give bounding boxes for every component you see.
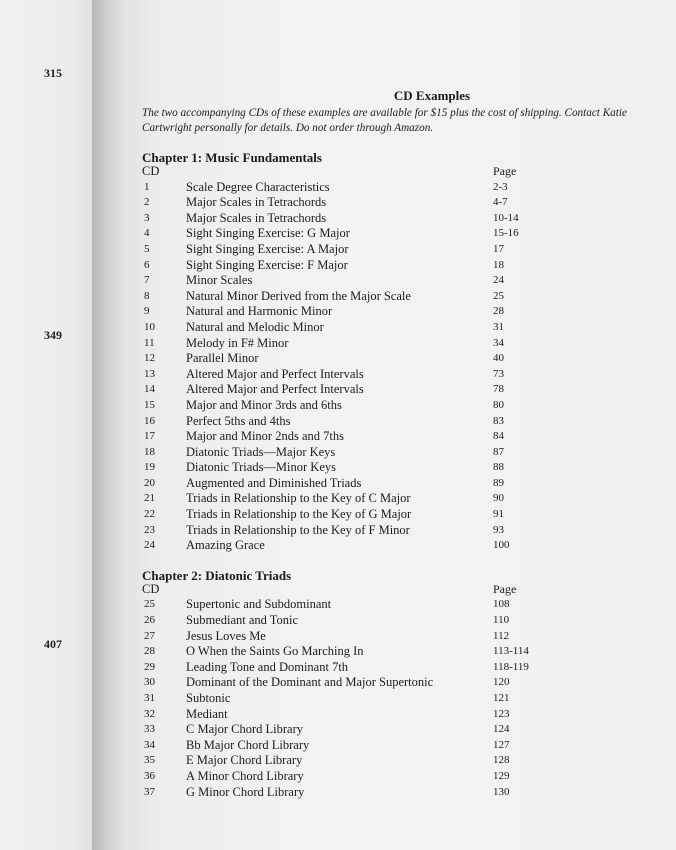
table-row [142,722,676,738]
example-title: O When the Saints Go Marching In [186,644,364,659]
page-reference: 83 [493,414,504,427]
page-reference: 88 [493,461,504,474]
page-reference: 121 [493,692,510,704]
example-title: E Major Chord Library [186,753,303,768]
cd-track-number: 28 [144,645,155,658]
example-title: Natural and Harmonic Minor [186,304,333,319]
example-title: Melody in F# Minor [186,335,289,350]
page-reference: 78 [493,383,504,396]
page-reference: 113-114 [493,645,529,658]
example-title: Mediant [186,706,228,721]
table-row [142,785,676,801]
table-row [142,491,676,507]
example-title: Submediant and Tonic [186,613,299,628]
table-row [142,414,676,430]
page-reference: 110 [493,614,510,627]
table-row [142,613,676,629]
chapter-heading: Chapter 1: Music Fundamentals [142,150,322,165]
page-reference: 31 [493,320,504,333]
table-row [142,597,676,613]
cd-track-number: 36 [144,769,155,782]
table-row [142,195,676,211]
cd-track-number: 35 [144,754,155,767]
example-title: Triads in Relationship to the Key of F Minor [186,522,410,537]
cd-track-number: 31 [144,692,155,704]
example-title: Triads in Relationship to the Key of G Major [186,507,412,522]
example-title: Perfect 5ths and 4ths [186,413,291,428]
cd-track-number: 27 [144,629,155,642]
column-header-row [142,582,676,598]
table-row [142,180,676,196]
table-row [142,226,676,242]
cd-track-number: 6 [144,258,150,271]
table-row [142,691,676,707]
page-reference: 80 [493,398,504,411]
cd-track-number: 3 [144,211,150,224]
page-reference: 129 [493,769,510,782]
page-reference: 15-16 [493,227,519,240]
cd-track-number: 10 [144,320,155,333]
cd-track-number: 23 [144,523,155,536]
example-title: Bb Major Chord Library [186,737,310,752]
example-title: Major Scales in Tetrachords [186,195,327,210]
example-title: Natural Minor Derived from the Major Scale [186,288,411,303]
table-row [142,382,676,398]
example-title: Sight Singing Exercise: A Major [186,241,349,256]
page-reference: 89 [493,476,504,489]
page-reference: 130 [493,785,510,798]
cd-track-number: 26 [144,614,155,627]
example-title: Major and Minor 2nds and 7ths [186,429,344,444]
page-title: CD Examples [393,88,471,103]
left-page [0,0,100,850]
page-column-header: Page [493,164,517,178]
page-reference: 91 [493,508,504,521]
left-page-number: 407 [44,637,62,651]
page-reference: 28 [493,305,504,318]
cd-track-number: 9 [144,305,150,318]
cd-track-number: 37 [144,785,155,798]
table-row [142,738,676,754]
cd-track-number: 22 [144,508,155,521]
example-title: Dominant of the Dominant and Major Supertonic [186,675,434,690]
cd-track-number: 33 [144,723,155,736]
table-row [142,445,676,461]
cd-track-number: 18 [144,445,155,458]
table-row [142,707,676,723]
cd-column-header: CD [142,164,160,178]
example-title: Triads in Relationship to the Key of C Major [186,491,411,506]
cd-track-number: 32 [144,707,155,720]
page-reference: 17 [493,242,504,255]
cd-column-header: CD [142,581,160,596]
book-gutter [92,0,142,850]
cd-track-number: 2 [144,196,150,209]
cd-track-number: 12 [144,352,155,365]
column-header-row [142,164,676,180]
cd-track-number: 34 [144,738,155,751]
example-title: C Major Chord Library [186,722,303,737]
example-title: Leading Tone and Dominant 7th [186,659,349,674]
cd-track-number: 1 [144,180,150,193]
table-row [142,429,676,445]
example-title: Diatonic Triads—Major Keys [186,444,336,459]
table-row [142,629,676,645]
cd-track-number: 16 [144,414,155,427]
cd-examples-list [142,88,676,800]
page-reference: 118-119 [493,660,529,673]
cd-track-number: 25 [144,598,155,611]
table-row [142,211,676,227]
chapter-heading: Chapter 2: Diatonic Triads [142,567,292,583]
cd-track-number: 29 [144,660,155,673]
example-title: Major and Minor 3rds and 6ths [186,397,342,412]
table-row [142,538,676,554]
page-reference: 40 [493,352,504,365]
example-title: Subtonic [186,691,231,705]
cd-track-number: 14 [144,383,155,396]
table-row [142,289,676,305]
table-row [142,398,676,414]
example-title: Diatonic Triads—Minor Keys [186,460,336,475]
example-title: Augmented and Diminished Triads [186,475,362,490]
page-reference: 4-7 [493,196,508,209]
example-title: Parallel Minor [186,351,259,366]
cd-track-number: 21 [144,492,155,505]
left-page-number: 349 [44,328,62,342]
page-reference: 120 [493,676,510,689]
page-reference: 10-14 [493,211,519,224]
page-reference: 25 [493,289,504,302]
example-title: Altered Major and Perfect Intervals [186,382,364,397]
table-row [142,507,676,523]
cd-track-number: 5 [144,242,150,255]
table-row [142,351,676,367]
page-reference: 127 [493,738,510,751]
table-row [142,660,676,676]
table-row [142,644,676,660]
cd-track-number: 7 [144,274,150,287]
cd-track-number: 17 [144,430,155,443]
example-title: Altered Major and Perfect Intervals [186,366,364,381]
example-title: Minor Scales [186,273,253,288]
cd-track-number: 20 [144,476,155,489]
cd-track-number: 30 [144,676,155,689]
example-title: Scale Degree Characteristics [186,179,330,194]
table-row [142,242,676,258]
intro-line: Cartwright personally for details. Do not order through Amazon. [142,122,434,134]
example-title: G Minor Chord Library [186,784,305,799]
page-reference: 123 [493,707,510,720]
page-reference: 2-3 [493,180,508,193]
cd-track-number: 19 [144,461,155,474]
page-reference: 18 [493,258,504,271]
page-reference: 84 [493,430,504,443]
example-title: Jesus Loves Me [186,628,266,643]
table-row [142,769,676,785]
table-row [142,336,676,352]
table-row [142,367,676,383]
page-reference: 108 [493,598,510,611]
page-reference: 128 [493,754,510,767]
example-title: Supertonic and Subdominant [186,597,332,612]
cd-track-number: 24 [144,539,155,552]
cd-track-number: 4 [144,227,150,240]
example-title: Amazing Grace [186,538,265,553]
table-row [142,304,676,320]
page-column-header: Page [493,581,517,596]
table-row [142,675,676,691]
table-row [142,460,676,476]
page-reference: 100 [493,539,510,552]
page-reference: 112 [493,629,510,642]
page-reference: 87 [493,445,504,458]
table-row [142,258,676,274]
cd-track-number: 15 [144,398,155,411]
example-title: Sight Singing Exercise: G Major [186,226,350,241]
left-page-number: 315 [44,66,62,80]
cd-track-number: 8 [144,289,150,302]
intro-line: The two accompanying CDs of these examples are available for $15 plus the cost of shipping. Contact Katie [142,107,627,119]
page-reference: 90 [493,492,504,505]
page-reference: 24 [493,274,504,287]
page-reference: 73 [493,367,504,380]
example-title: Major Scales in Tetrachords [186,210,327,225]
page-reference: 93 [493,523,504,536]
table-row [142,273,676,289]
example-title: Sight Singing Exercise: F Major [186,257,348,272]
cd-track-number: 13 [144,367,155,380]
table-row [142,476,676,492]
page-reference: 34 [493,336,504,349]
page-reference: 124 [493,723,510,736]
cd-track-number: 11 [144,336,155,349]
table-row [142,523,676,539]
table-row [142,753,676,769]
table-row [142,320,676,336]
example-title: A Minor Chord Library [186,768,304,783]
example-title: Natural and Melodic Minor [186,319,324,334]
